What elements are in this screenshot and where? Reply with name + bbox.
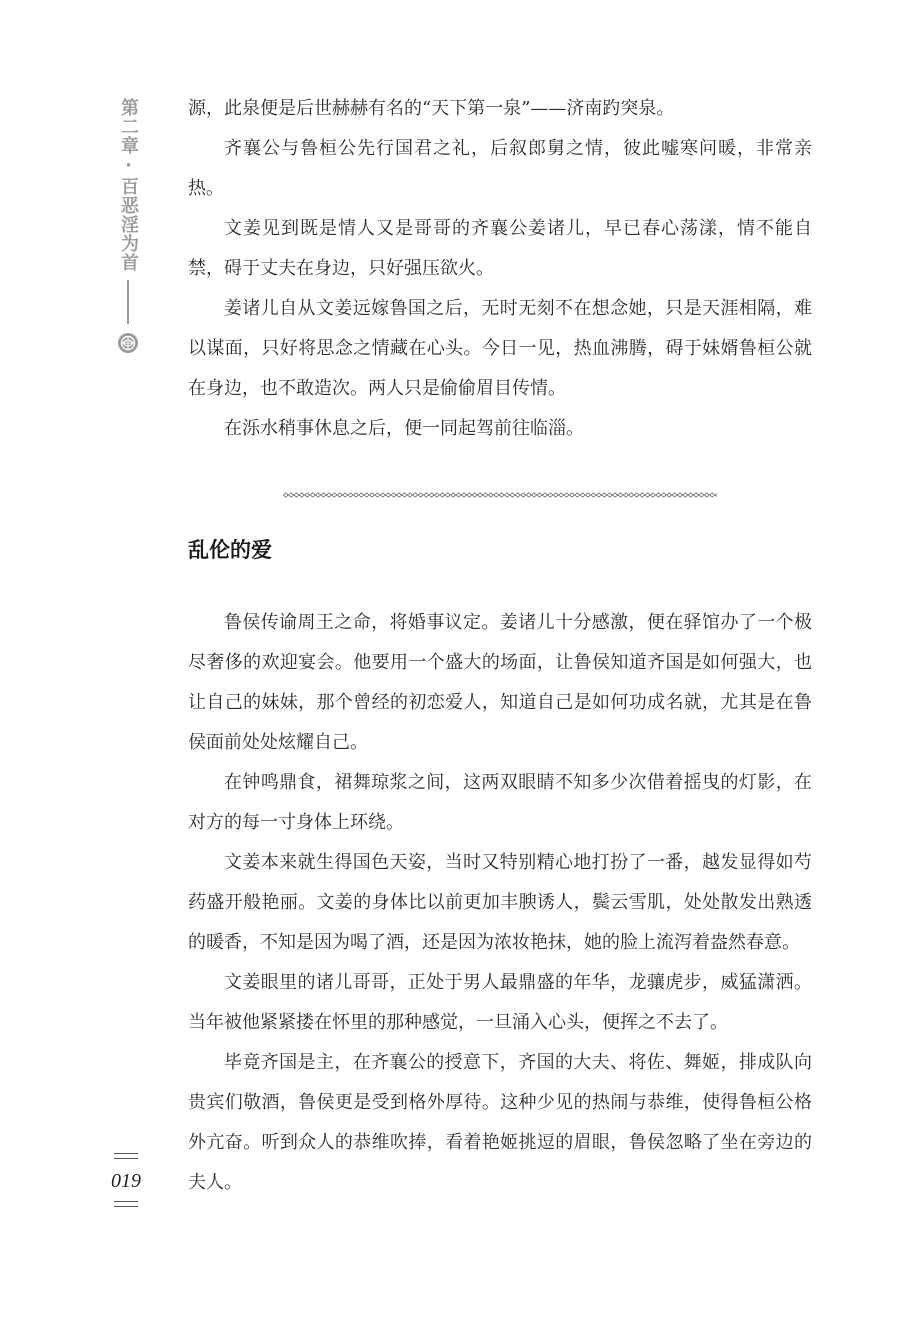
folio-rule-bottom [114,1201,138,1207]
folio [108,1153,144,1207]
text-block-after-section [188,603,812,1203]
paragraph: 文姜见到既是情人又是哥哥的齐襄公姜诸儿，早已春心荡漾，情不能自禁，碍于丈夫在身边，只好强压欲火。 [188,218,812,279]
paragraph: 姜诸儿自从文姜远嫁鲁国之后，无时无刻不在想念她，只是天涯相隔，难以谋面，只好将思念之情藏在心头。今日一见，热血沸腾，碍于妹婿鲁桓公就在身边，也不敢造次。两人只是偷偷眉目传情。 [188,298,812,399]
paragraph: 文姜眼里的诸儿哥哥，正处于男人最鼎盛的年华，龙骧虎步，威猛潇洒。当年被他紧紧搂在怀里的那种感觉，一旦涌入心头，便挥之不去了。 [188,972,812,1033]
paragraph: 文姜本来就生得国色天姿，当时又特别精心地打扮了一番，越发显得如芍药盛开般艳丽。文姜的身体比以前更加丰腴诱人，鬓云雪肌，处处散发出熟透的暖香，不知是因为喝了酒，还是因为浓妆艳抹，她的脸上流泻着盎然春意。 [188,852,812,953]
page-number: 019 [111,1170,141,1192]
section-title: 乱伦的爱 [188,538,272,562]
paragraph: 毕竟齐国是主，在齐襄公的授意下，齐国的大夫、将佐、舞姬，排成队向贵宾们敬酒，鲁侯更是受到格外厚待。这种少见的热闹与恭维，使得鲁桓公格外亢奋。听到众人的恭维吹捧，看着艳姬挑逗的眉眼，鲁侯忽略了坐在旁边的夫人。 [188,1052,812,1193]
paragraph: 鲁侯传谕周王之命，将婚事议定。姜诸儿十分感激，便在驿馆办了一个极尽奢侈的欢迎宴会。他要用一个盛大的场面，让鲁侯知道齐国是如何强大，也让自己的妹妹，那个曾经的初恋爱人，知道自己是如何功成名就，尤其是在鲁侯面前处处炫耀自己。 [188,612,812,753]
paragraph: 齐襄公与鲁桓公先行国君之礼，后叙郎舅之情，彼此嘘寒问暖，非常亲热。 [188,138,812,199]
folio-rule-top [114,1153,138,1159]
text-block-before-section [188,89,812,449]
header-dash [127,280,129,324]
paragraph: 在钟鸣鼎食，裙舞琼浆之间，这两双眼睛不知多少次借着摇曳的灯影，在对方的每一寸身体上环绕。 [188,772,812,833]
paragraph: 在泺水稍事休息之后，便一同起驾前往临淄。 [224,418,584,439]
running-header [113,98,143,354]
chapter-title: 第二章·百恶淫为首 [118,98,139,272]
section-divider [283,490,717,500]
paragraph-continued: 源，此泉便是后世赫赫有名的“天下第一泉”——济南趵突泉。 [188,98,675,119]
ornament-knot-icon [117,332,139,354]
